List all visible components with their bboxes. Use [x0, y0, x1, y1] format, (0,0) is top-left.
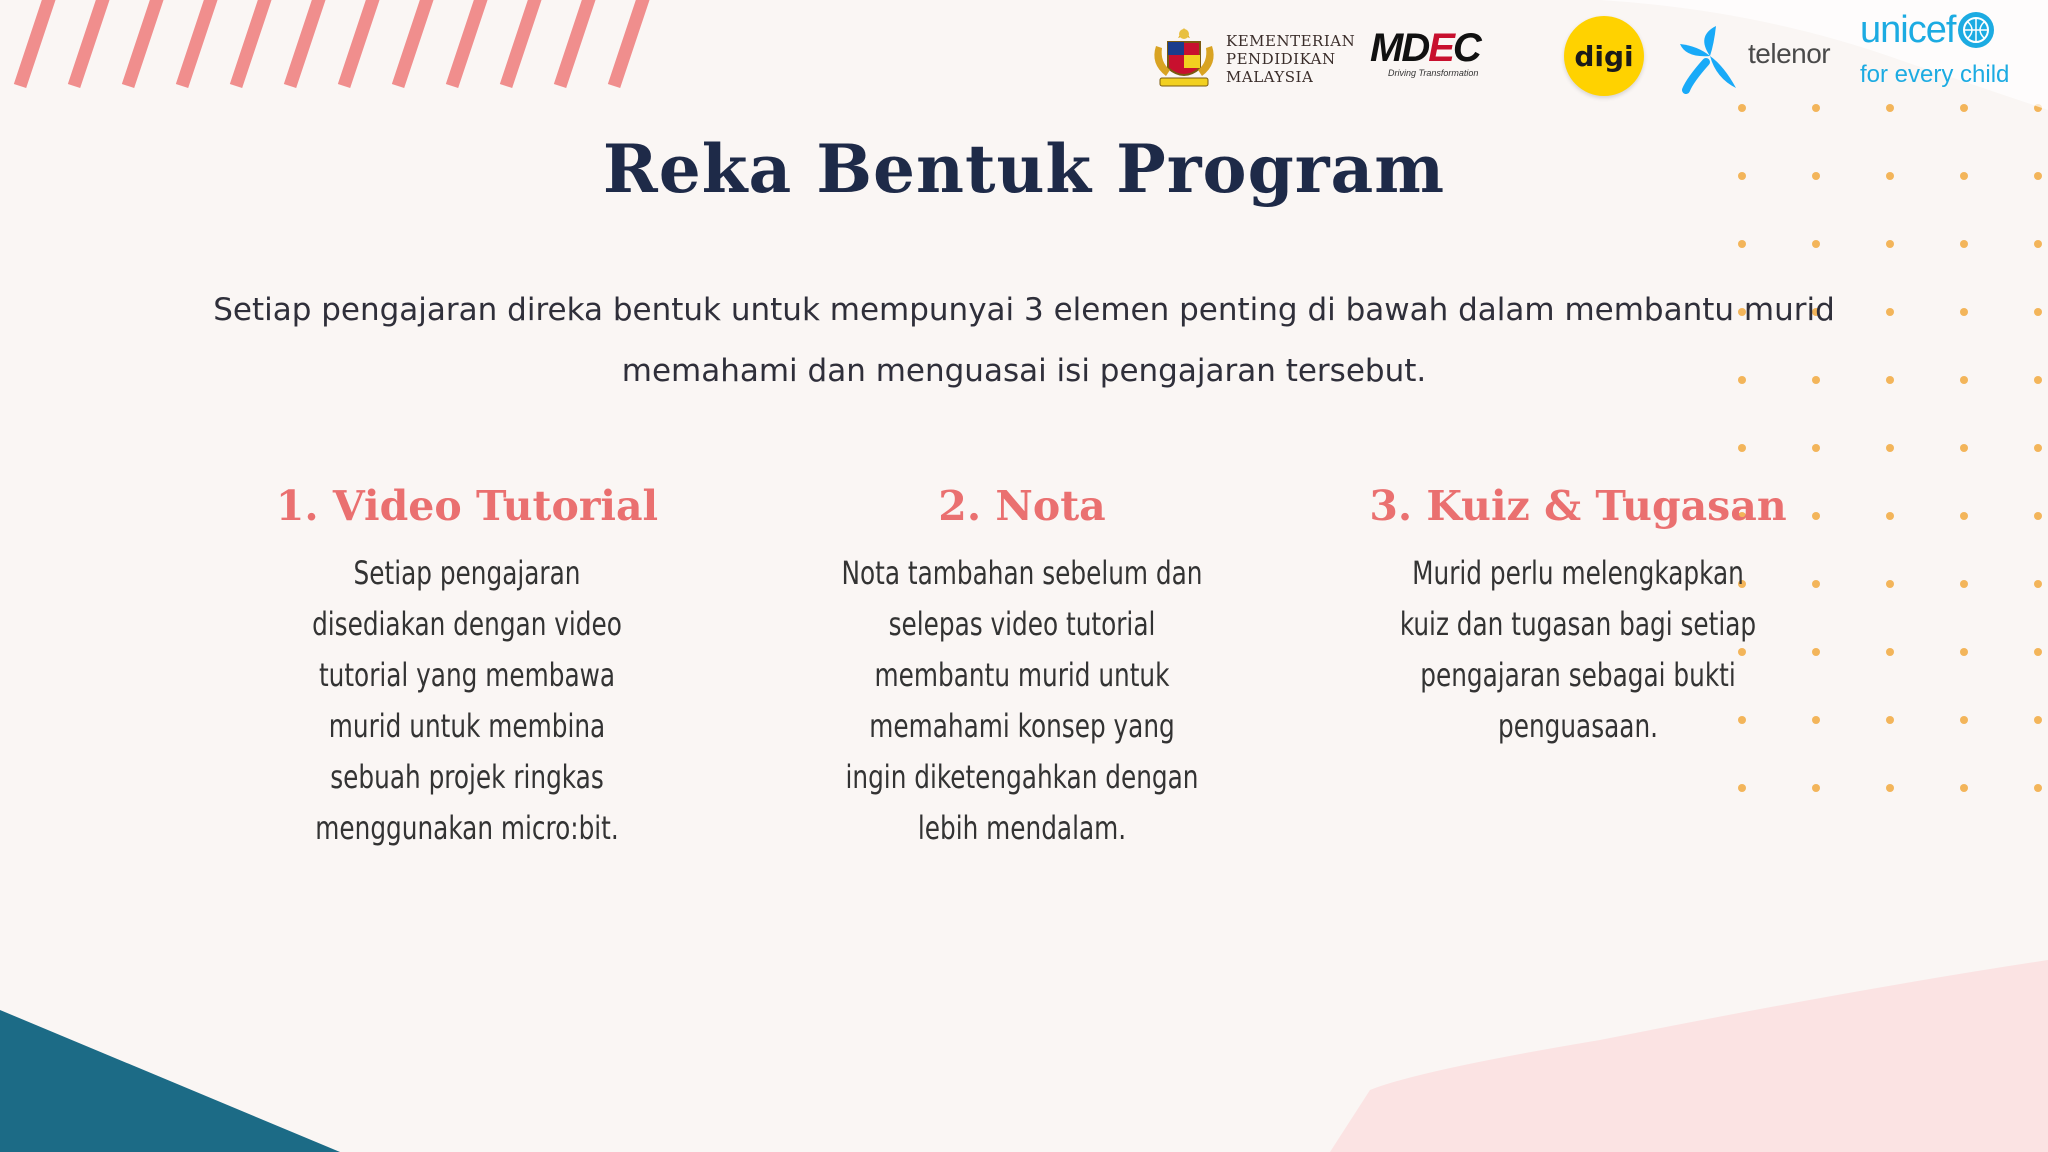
- digi-logo: [1564, 16, 1644, 96]
- column-body: Setiap pengajaran disediakan dengan video tutorial yang membawa murid untuk membina sebuah projek ringkas menggunakan micro:bit.: [312, 554, 622, 847]
- unicef-logo: [1860, 8, 2040, 108]
- column-nota: [762, 474, 1282, 854]
- unicef-logo-tagline: for every child: [1860, 61, 2010, 88]
- unicef-globe-icon: [1958, 12, 1994, 48]
- column-body: Nota tambahan sebelum dan selepas video tutorial membantu murid untuk memahami konsep yang ingin diketengahkan dengan lebih mendalam.: [841, 554, 1203, 847]
- telenor-propeller-icon: [1676, 22, 1746, 94]
- column-heading: 2. Nota: [938, 482, 1106, 530]
- mdec-logo: [1370, 28, 1530, 88]
- unicef-logo-word: unicef: [1860, 8, 2040, 52]
- diagonal-stripes: [20, 0, 644, 86]
- column-video-tutorial: [207, 474, 727, 854]
- mdec-logo-tagline: Driving Transformation: [1388, 68, 1479, 78]
- column-heading: 1. Video Tutorial: [275, 482, 659, 530]
- page-title: Reka Bentuk Program: [602, 130, 1446, 208]
- digi-logo-word: digi: [1574, 39, 1634, 73]
- mdec-logo-word: MDEC: [1370, 26, 1480, 70]
- column-kuiz-tugasan: [1318, 474, 1838, 752]
- page-subtitle: Setiap pengajaran direka bentuk untuk mempunyai 3 elemen penting di bawah dalam membantu murid memahami dan menguasai isi pengajaran tersebut.: [213, 292, 1835, 389]
- teal-corner-shape: [0, 1010, 340, 1152]
- kpm-logo: [1144, 22, 1354, 92]
- kpm-logo-text: KEMENTERIAN PENDIDIKAN MALAYSIA: [1226, 32, 1356, 86]
- telenor-logo-word: telenor: [1748, 38, 1831, 69]
- partner-logos: [1140, 8, 2040, 118]
- column-heading: 3. Kuiz & Tugasan: [1369, 482, 1787, 530]
- telenor-logo: [1676, 18, 1846, 98]
- column-body: Murid perlu melengkapkan kuiz dan tugasan bagi setiap pengajaran sebagai bukti penguasaan.: [1399, 554, 1757, 745]
- pink-corner-shape: [1330, 960, 2048, 1152]
- malaysia-crest-icon: [1144, 24, 1224, 92]
